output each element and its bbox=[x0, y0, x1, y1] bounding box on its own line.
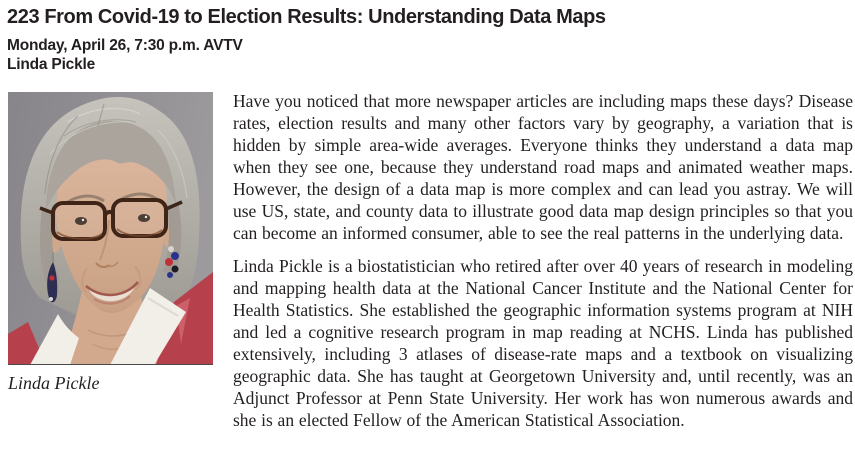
session-speaker-name: Linda Pickle bbox=[7, 56, 96, 73]
session-body bbox=[7, 90, 853, 431]
session-header bbox=[7, 5, 853, 74]
session-title: 223 From Covid-19 to Election Results: Understanding Data Maps bbox=[7, 6, 606, 28]
session-datetime: Monday, April 26, 7:30 p.m. AVTV bbox=[7, 37, 243, 54]
speaker-portrait-illustration bbox=[8, 92, 213, 365]
abstract-paragraph: Have you noticed that more newspaper articles are including maps these days? Disease rates, election results and many other factors vary by geography, a variation that is hidden by simple area-wide averages. Everyone thinks they understand a data map when they see one, because they understand road maps and animated weather maps. However, the design of a data map is more complex and can lead you astray. We will use US, state, and county data to illustrate good data map design principles so that you can become an informed consumer, able to see the real patterns in the underlying data. bbox=[233, 91, 853, 243]
bio-paragraph: Linda Pickle is a biostatistician who retired after over 40 years of research in modeling and mapping health data at the National Cancer Institute and the National Center for Health Statistics. She established the geographic information systems program at NIH and led a cognitive research program in map reading at NCHS. Linda has published extensively, including 3 atlases of disease-rate maps and a textbook on visualizing geographic data. She has taught at Georgetown University and, until recently, was an Adjunct Professor at Penn State University. Her work has won numerous awards and she is an elected Fellow of the American Statistical Association. bbox=[233, 256, 853, 430]
photo-caption: Linda Pickle bbox=[8, 373, 100, 393]
speaker-photo bbox=[8, 92, 213, 365]
speaker-photo-figure bbox=[8, 92, 213, 394]
